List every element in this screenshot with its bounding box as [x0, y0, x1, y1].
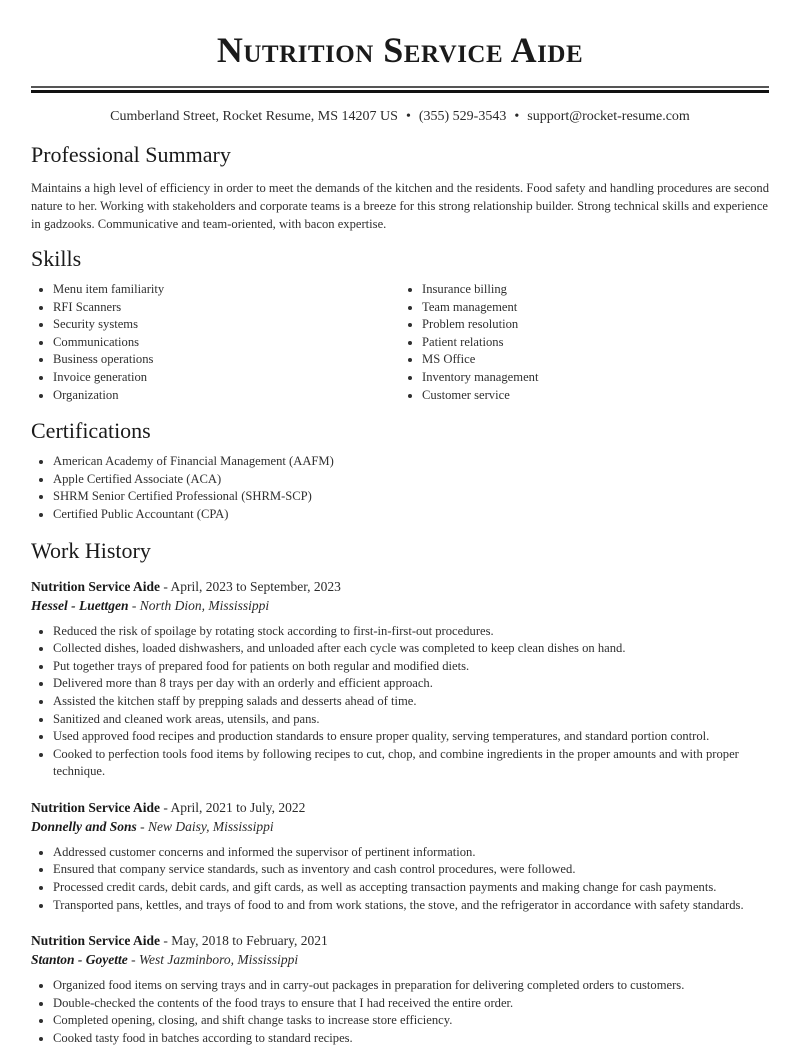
skill-item: • RFI Scanners — [53, 299, 400, 317]
job-bullet: • Reduced the risk of spoilage by rotating stock according to first-in-first-out procedures. — [53, 623, 769, 641]
job-title: Nutrition Service Aide — [31, 933, 160, 949]
certification-item: • American Academy of Financial Management (AAFM) — [53, 453, 769, 471]
job-bullet: • Double-checked the contents of the food trays to ensure that I had received the entire order. — [53, 995, 769, 1013]
job-dates: - April, 2021 to July, 2022 — [159, 799, 306, 815]
job-bullets — [31, 844, 769, 914]
bullet-separator: • — [514, 109, 520, 124]
certification-item: • Certified Public Accountant (CPA) — [53, 506, 769, 524]
job-bullet: • Delivered more than 8 trays per day with an orderly and efficient approach. — [53, 675, 769, 693]
contact-phone: (355) 529-3543 — [418, 109, 507, 124]
skills-list-right — [400, 281, 769, 404]
skill-item: • Security systems — [53, 316, 400, 334]
company-line — [31, 596, 769, 615]
certification-item: • SHRM Senior Certified Professional (SHRM-SCP) — [53, 488, 769, 506]
job-bullets — [31, 977, 769, 1047]
job-bullet: • Sanitized and cleaned work areas, utensils, and pans. — [53, 711, 769, 729]
job-bullet: • Collected dishes, loaded dishwashers, and unloaded after each cycle was completed to keep clean dishes on hand. — [53, 640, 769, 658]
job-bullet: • Used approved food recipes and production standards to ensure proper quality, serving temperatures, and standard portion control. — [53, 728, 769, 746]
skills-list-left — [31, 281, 400, 404]
job-dates: - May, 2018 to February, 2021 — [159, 933, 328, 949]
skill-item: • Communications — [53, 334, 400, 352]
header-divider — [31, 86, 769, 93]
company-name: Stanton - Goyette — [31, 952, 128, 968]
job-location: - West Jazminboro, Mississippi — [127, 952, 299, 968]
skill-item: • Invoice generation — [53, 369, 400, 387]
job-dates: - April, 2023 to September, 2023 — [159, 578, 341, 594]
skill-item: • Customer service — [422, 387, 769, 405]
resume-title: Nutrition Service Aide — [216, 30, 584, 70]
section-certifications — [31, 417, 769, 523]
section-work-history — [31, 537, 769, 1048]
section-heading: Professional Summary — [31, 142, 231, 167]
contact-line — [31, 109, 769, 125]
job-bullet: • Cooked to perfection tools food items by following recipes to cut, chop, and combine ingredients in the proper amounts and with proper technique. — [53, 746, 769, 781]
company-line — [31, 817, 769, 836]
skill-item: • Problem resolution — [422, 316, 769, 334]
skill-item: • Menu item familiarity — [53, 281, 400, 299]
section-heading: Certifications — [31, 418, 151, 444]
contact-email: support@rocket-resume.com — [527, 109, 690, 124]
job-bullet: • Completed opening, closing, and shift change tasks to increase store efficiency. — [53, 1012, 769, 1030]
job-location: - New Daisy, Mississippi — [136, 818, 274, 834]
job-entry — [31, 931, 769, 1047]
section-heading: Skills — [31, 246, 82, 271]
skill-item: • Patient relations — [422, 334, 769, 352]
skills-columns — [31, 281, 769, 404]
job-title: Nutrition Service Aide — [31, 799, 160, 815]
job-entry — [31, 798, 769, 914]
job-title-line — [31, 798, 769, 817]
job-bullet: • Processed credit cards, debit cards, and gift cards, as well as accepting transaction payments and making change for cash payments. — [53, 879, 769, 897]
bullet-separator: • — [405, 109, 411, 124]
section-heading: Work History — [31, 537, 151, 563]
job-title-line — [31, 577, 769, 596]
company-line — [31, 950, 769, 969]
skill-item: • Business operations — [53, 351, 400, 369]
job-bullet: • Addressed customer concerns and informed the supervisor of pertinent information. — [53, 844, 769, 862]
skill-item: • Inventory management — [422, 369, 769, 387]
skill-item: • Insurance billing — [422, 281, 769, 299]
skill-item: • Team management — [422, 299, 769, 317]
job-bullet: • Assisted the kitchen staff by prepping salads and desserts ahead of time. — [53, 693, 769, 711]
job-location: - North Dion, Mississippi — [128, 597, 270, 613]
job-bullet: • Transported pans, kettles, and trays of food to and from work stations, the stove, and the refrigerator in accordance with safety standards. — [53, 897, 769, 915]
job-title: Nutrition Service Aide — [31, 578, 160, 594]
section-skills — [31, 245, 769, 404]
company-name: Hessel - Luettgen — [31, 597, 129, 613]
job-bullet: • Cooked tasty food in batches according to standard recipes. — [53, 1030, 769, 1048]
contact-address: Cumberland Street, Rocket Resume, MS 14207 US — [110, 109, 398, 124]
certification-item: • Apple Certified Associate (ACA) — [53, 471, 769, 489]
job-bullet: • Put together trays of prepared food for patients on both regular and modified diets. — [53, 658, 769, 676]
certifications-list — [31, 453, 769, 523]
summary-text: Maintains a high level of efficiency in order to meet the demands of the kitchen and the residents. Food safety and handling procedures are second nature to her. Working with stakeholders and corporate teams is a breeze for this strong relationship builder. Strong technical skills and experience in gadzooks. Communicative and team-oriented, with bacon expertise. — [31, 181, 770, 231]
skill-item: • MS Office — [422, 351, 769, 369]
skill-item: • Organization — [53, 387, 400, 405]
company-name: Donnelly and Sons — [31, 818, 137, 834]
job-title-line — [31, 931, 769, 950]
job-bullets — [31, 623, 769, 781]
section-professional-summary — [31, 141, 769, 233]
job-bullet: • Organized food items on serving trays and in carry-out packages in preparation for delivering completed orders to customers. — [53, 977, 769, 995]
job-bullet: • Ensured that company service standards, such as inventory and cash control procedures, were followed. — [53, 861, 769, 879]
job-entry — [31, 577, 769, 781]
